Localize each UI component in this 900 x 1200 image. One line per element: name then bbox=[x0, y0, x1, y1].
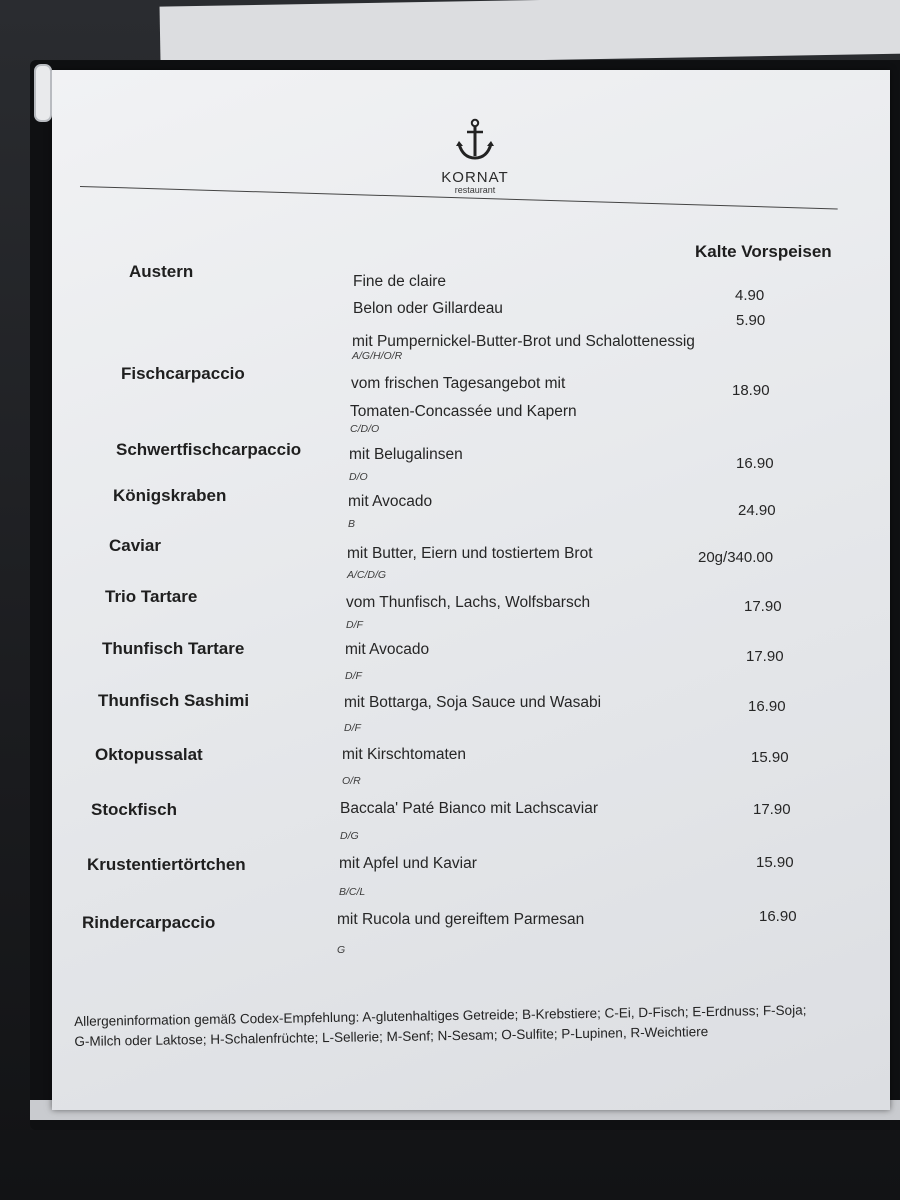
dish-name: Thunfisch Sashimi bbox=[98, 691, 250, 710]
allergen-codes: A/C/D/G bbox=[347, 569, 387, 581]
dish-description: mit Rucola und gereiftem Parmesan bbox=[337, 911, 585, 928]
dish-price: 4.90 bbox=[735, 287, 765, 304]
dish-name: Thunfisch Tartare bbox=[102, 639, 245, 658]
allergen-codes: D/F bbox=[344, 722, 361, 734]
dish-price: 17.90 bbox=[753, 801, 791, 818]
brand-subtitle: restaurant bbox=[454, 185, 496, 195]
restaurant-logo bbox=[420, 118, 530, 195]
dish-name: Schwertfischcarpaccio bbox=[116, 440, 302, 459]
dish-description: mit Apfel und Kaviar bbox=[339, 855, 477, 872]
allergen-info-line: Allergeninformation gemäß Codex-Empfehlung: A-glutenhaltiges Getreide; B-Krebstiere; C-Ei, D-Fisch; E-Erdnuss; F-Soja; bbox=[74, 1002, 807, 1029]
dish-price: 5.90 bbox=[736, 312, 766, 329]
dish-price: 15.90 bbox=[751, 749, 789, 766]
brand-name: KORNAT bbox=[441, 169, 509, 186]
dish-description: mit Butter, Eiern und tostiertem Brot bbox=[347, 545, 593, 562]
dish-description: vom Thunfisch, Lachs, Wolfsbarsch bbox=[346, 594, 591, 611]
dish-price: 15.90 bbox=[756, 854, 794, 871]
dish-description: mit Pumpernickel-Butter-Brot und Schalottenessig bbox=[352, 333, 695, 350]
dish-description: mit Bottarga, Soja Sauce und Wasabi bbox=[344, 694, 602, 711]
allergen-codes: A/G/H/O/R bbox=[352, 350, 403, 362]
dish-name: Fischcarpaccio bbox=[121, 364, 245, 383]
binder-clip bbox=[34, 64, 52, 122]
dish-name: Caviar bbox=[109, 536, 161, 555]
dish-description: mit Belugalinsen bbox=[349, 446, 463, 463]
anchor-icon bbox=[455, 118, 495, 162]
dish-name: Rindercarpaccio bbox=[82, 913, 216, 932]
allergen-codes: D/F bbox=[345, 670, 362, 682]
dish-name: Stockfisch bbox=[91, 800, 177, 819]
allergen-codes: B bbox=[348, 518, 356, 530]
dish-price: 17.90 bbox=[746, 648, 784, 665]
allergen-codes: G bbox=[337, 944, 346, 956]
dish-description: mit Kirschtomaten bbox=[342, 746, 467, 763]
dish-description: Fine de claire bbox=[353, 273, 447, 290]
dish-price: 17.90 bbox=[744, 598, 782, 615]
dish-name: Königskraben bbox=[113, 486, 227, 505]
dish-name: Trio Tartare bbox=[105, 587, 198, 606]
dish-price: 16.90 bbox=[748, 698, 786, 715]
dish-price: 16.90 bbox=[736, 455, 774, 472]
allergen-codes: D/O bbox=[349, 471, 368, 483]
dish-price: 16.90 bbox=[759, 908, 797, 925]
allergen-codes: O/R bbox=[342, 775, 361, 787]
dish-price: 20g/340.00 bbox=[698, 549, 774, 566]
allergen-codes: D/G bbox=[340, 830, 359, 842]
dish-description: mit Avocado bbox=[348, 493, 433, 510]
dish-price: 18.90 bbox=[732, 382, 770, 399]
allergen-codes: C/D/O bbox=[350, 423, 380, 435]
dish-description: Belon oder Gillardeau bbox=[353, 300, 503, 317]
dish-name: Austern bbox=[129, 262, 194, 281]
allergen-info-line: G-Milch oder Laktose; H-Schalenfrüchte; L-Sellerie; M-Senf; N-Sesam; O-Sulfite; P-Lupinen, R-Weichtiere bbox=[74, 1024, 709, 1049]
dish-description: Baccala' Paté Bianco mit Lachscaviar bbox=[340, 800, 598, 817]
allergen-codes: D/F bbox=[346, 619, 363, 631]
dish-description: mit Avocado bbox=[345, 641, 430, 658]
dish-price: 24.90 bbox=[738, 502, 776, 519]
dish-description: vom frischen Tagesangebot mit bbox=[351, 375, 566, 392]
allergen-codes: B/C/L bbox=[339, 886, 366, 898]
dish-description: Tomaten-Concassée und Kapern bbox=[350, 403, 577, 420]
dish-name: Krustentiertörtchen bbox=[87, 855, 246, 874]
section-title: Kalte Vorspeisen bbox=[695, 242, 832, 261]
dish-name: Oktopussalat bbox=[95, 745, 203, 764]
